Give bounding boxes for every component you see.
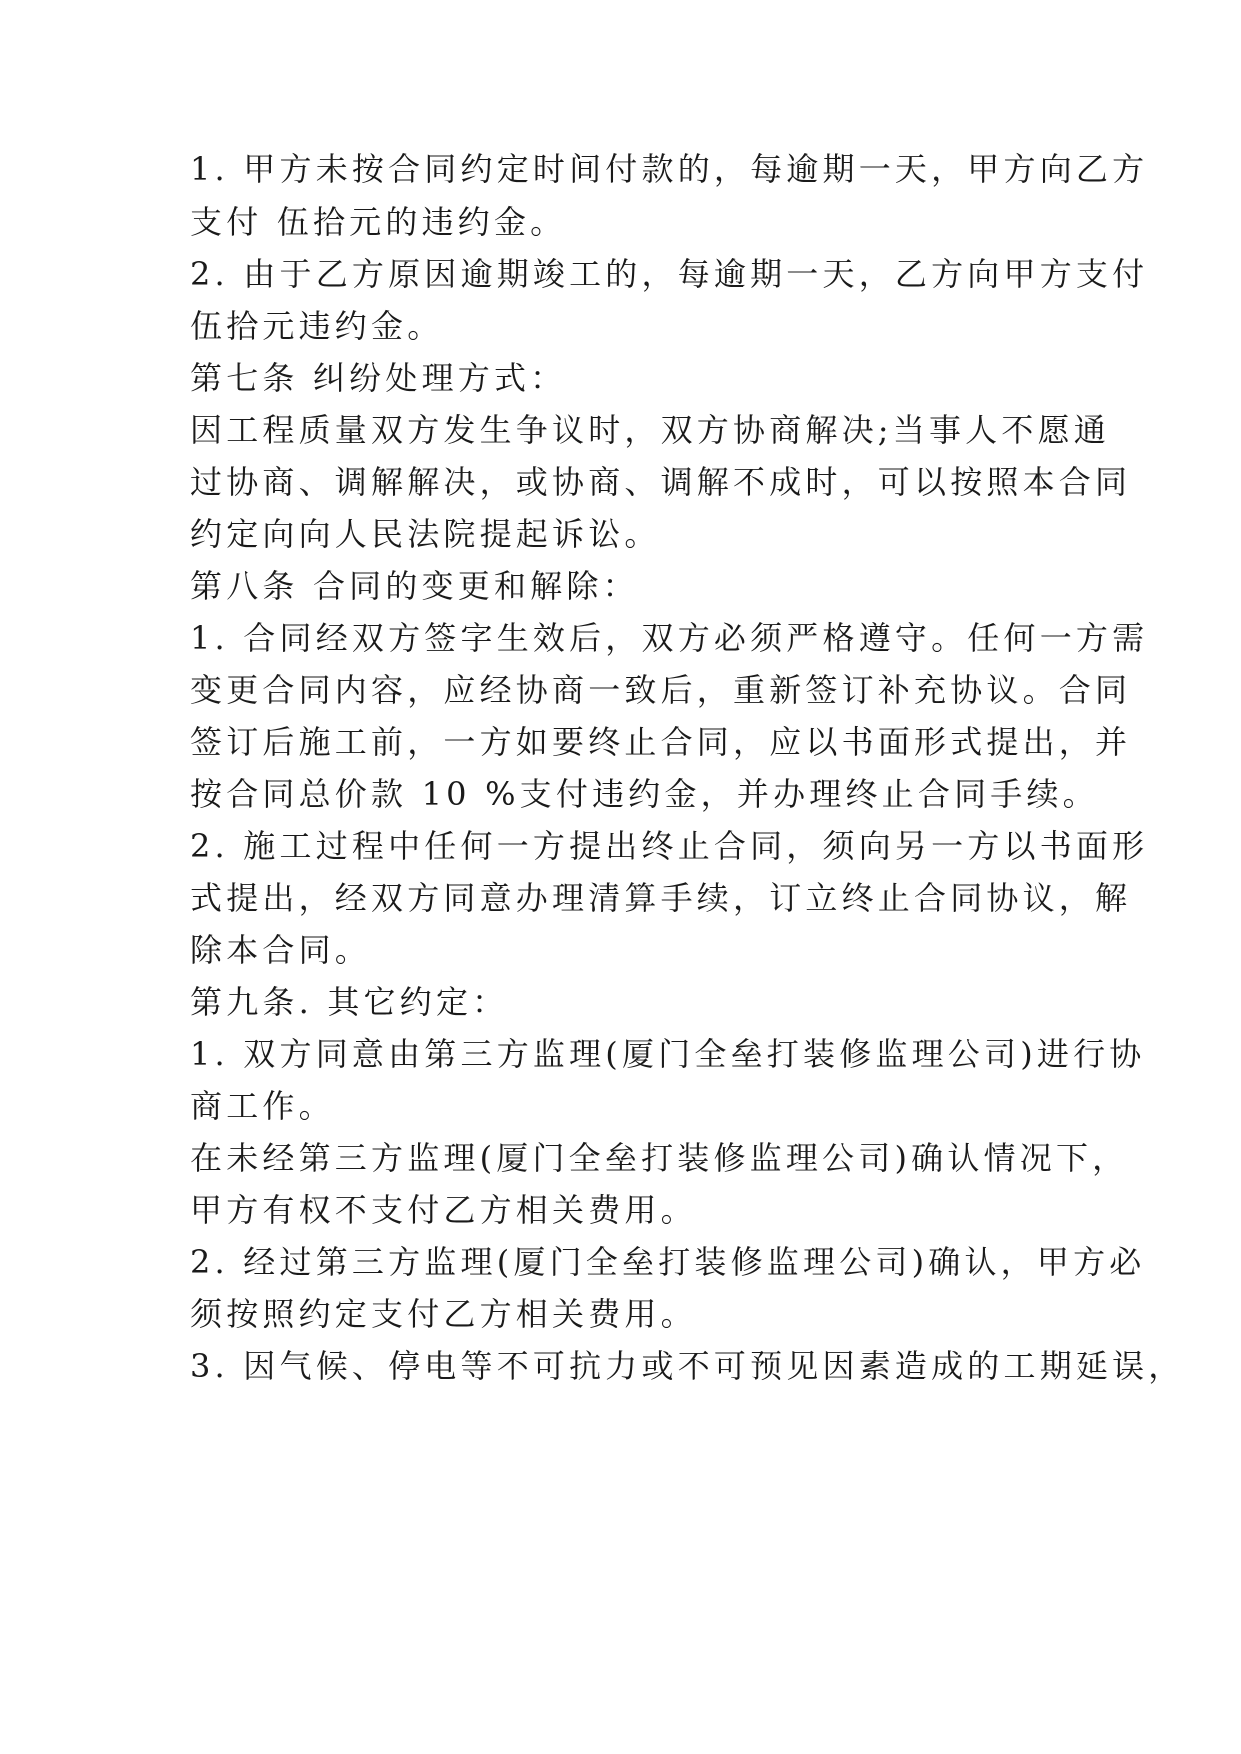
text-line: 1. 双方同意由第三方监理(厦门全垒打装修监理公司)进行协 [190, 1035, 1146, 1073]
text-line: 在未经第三方监理(厦门全垒打装修监理公司)确认情况下， [190, 1139, 1129, 1177]
section-heading: 第八条 合同的变更和解除： [190, 567, 639, 605]
text-line: 3. 因气候、停电等不可抗力或不可预见因素造成的工期延误， [190, 1347, 1185, 1385]
text-line: 约定向向人民法院提起诉讼。 [190, 515, 661, 553]
text-line: 式提出，经双方同意办理清算手续，订立终止合同协议，解 [190, 879, 1132, 917]
section-heading: 第七条 纠纷处理方式： [190, 359, 567, 397]
text-line: 须按照约定支付乙方相关费用。 [190, 1295, 697, 1333]
text-line: 1. 甲方未按合同约定时间付款的，每逾期一天，甲方向乙方 [190, 150, 1149, 188]
text-line: 按合同总价款 10 %支付违约金，并办理终止合同手续。 [190, 775, 1099, 813]
section-heading: 第九条. 其它约定： [190, 983, 509, 1021]
text-line: 2. 经过第三方监理(厦门全垒打装修监理公司)确认，甲方必 [190, 1243, 1146, 1281]
text-line: 甲方有权不支付乙方相关费用。 [190, 1191, 697, 1229]
text-line: 除本合同。 [190, 931, 372, 969]
text-line: 2. 由于乙方原因逾期竣工的，每逾期一天，乙方向甲方支付 [190, 255, 1149, 293]
text-line: 2. 施工过程中任何一方提出终止合同，须向另一方以书面形 [190, 827, 1149, 865]
text-line: 因工程质量双方发生争议时，双方协商解决;当事人不愿通 [190, 411, 1110, 449]
text-line: 伍拾元违约金。 [190, 307, 444, 345]
text-line: 支付 伍拾元的违约金。 [190, 203, 567, 241]
text-line: 签订后施工前，一方如要终止合同，应以书面形式提出，并 [190, 723, 1132, 761]
text-line: 过协商、调解解决，或协商、调解不成时，可以按照本合同 [190, 463, 1132, 501]
text-line: 商工作。 [190, 1087, 335, 1125]
text-line: 变更合同内容，应经协商一致后，重新签订补充协议。合同 [190, 671, 1132, 709]
text-line: 1. 合同经双方签字生效后，双方必须严格遵守。任何一方需 [190, 619, 1149, 657]
